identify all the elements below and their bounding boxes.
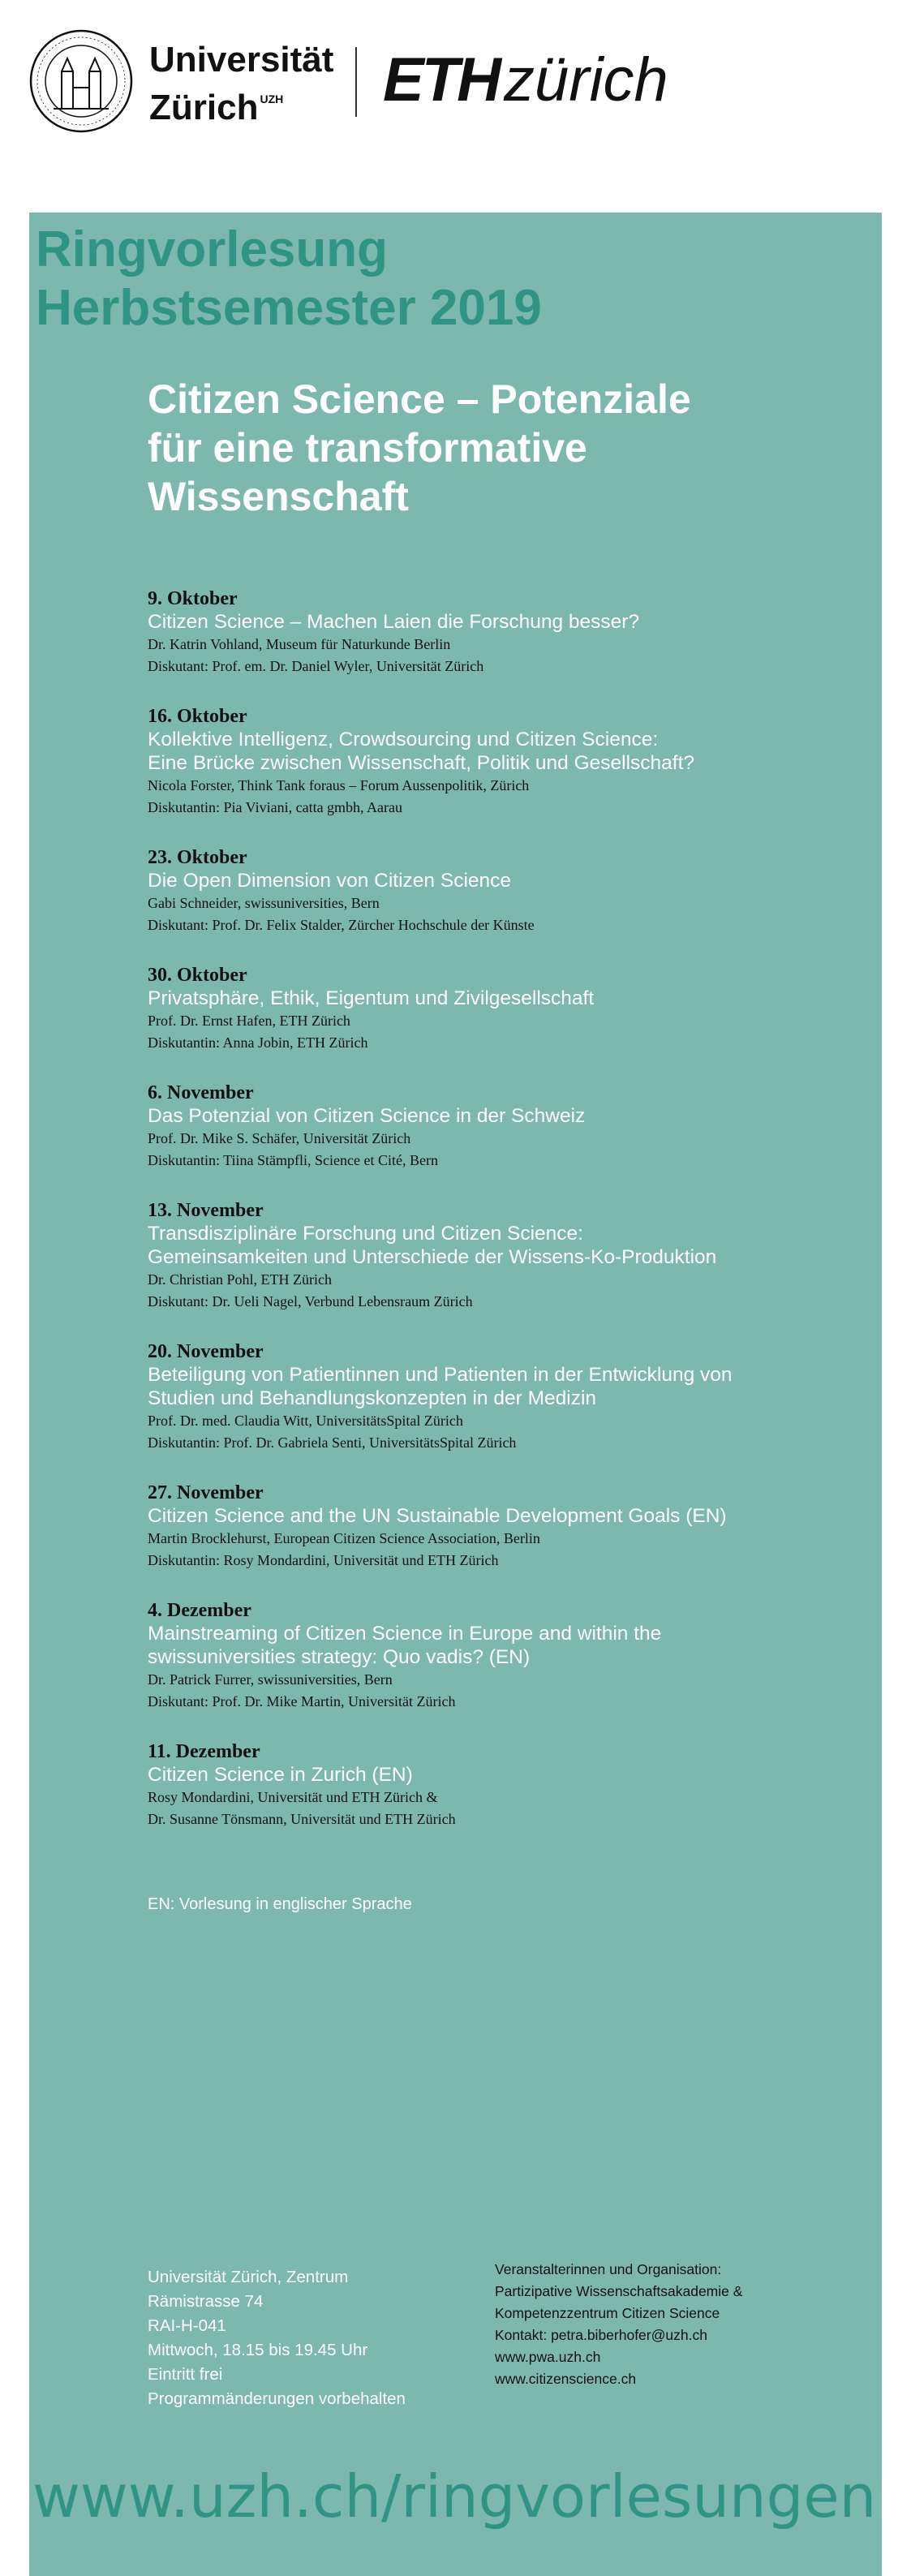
uzh-line2: Zürich	[149, 88, 259, 127]
lecture-speaker: Prof. Dr. Ernst Hafen, ETH Zürich	[148, 1013, 350, 1029]
lecture-date: 9. Oktober	[148, 588, 238, 609]
venue-info	[148, 2265, 406, 2411]
series-title	[36, 221, 542, 338]
lecture-speaker: Nicola Forster, Think Tank foraus – Forum Aussenpolitik, Zürich	[148, 777, 530, 793]
lecture-item	[148, 1340, 878, 1454]
lecture-speaker: Rosy Mondardini, Universität und ETH Zürich &	[148, 1789, 438, 1805]
venue-line: Eintritt frei	[148, 2365, 223, 2384]
lecture-item	[148, 1599, 878, 1713]
lecture-discussant: Diskutantin: Anna Jobin, ETH Zürich	[148, 1034, 368, 1051]
lecture-title: Mainstreaming of Citizen Science in Europe and within the	[148, 1623, 662, 1645]
logo-divider	[355, 47, 357, 117]
lecture-discussant: Diskutant: Prof. Dr. Felix Stalder, Zürcher Hochschule der Künste	[148, 917, 535, 933]
lecture-date: 13. November	[148, 1200, 264, 1221]
main-title	[148, 375, 862, 521]
poster-panel	[29, 213, 882, 2576]
lecture-speaker: Prof. Dr. Mike S. Schäfer, Universität Zürich	[148, 1130, 411, 1146]
lecture-date: 30. Oktober	[148, 965, 247, 986]
lecture-discussant: Diskutantin: Tiina Stämpfli, Science et Cité, Bern	[148, 1152, 438, 1168]
lecture-date: 4. Dezember	[148, 1600, 251, 1621]
lecture-discussant: Diskutant: Prof. Dr. Mike Martin, Universität Zürich	[148, 1693, 456, 1709]
organizer-info	[495, 2259, 742, 2390]
lecture-date: 27. November	[148, 1482, 264, 1503]
lecture-date: 20. November	[148, 1341, 264, 1362]
eth-logo-bold: ETH	[383, 45, 499, 114]
lecture-discussant: Diskutant: Dr. Ueli Nagel, Verbund Lebensraum Zürich	[148, 1293, 473, 1310]
language-note: EN: Vorlesung in englischer Sprache	[148, 1895, 412, 1913]
lecture-item	[148, 846, 878, 936]
lecture-title: Citizen Science – Machen Laien die Forschung besser?	[148, 611, 640, 633]
lecture-discussant: Diskutantin: Pia Viviani, catta gmbh, Aarau	[148, 799, 403, 815]
organizer-line[interactable]: www.citizenscience.ch	[495, 2371, 637, 2387]
venue-line: Universität Zürich, Zentrum	[148, 2268, 349, 2286]
lecture-item	[148, 1740, 878, 1830]
uzh-line1: Universität	[149, 40, 334, 80]
lecture-speaker: Dr. Christian Pohl, ETH Zürich	[148, 1271, 332, 1288]
series-title-line2: Herbstsemester 2019	[36, 280, 542, 336]
eth-logo-light: zürich	[504, 45, 668, 114]
lecture-title: Citizen Science in Zurich (EN)	[148, 1764, 413, 1786]
lecture-title: Beteiligung von Patientinnen und Patienten in der Entwicklung von	[148, 1364, 733, 1386]
lecture-title: Das Potenzial von Citizen Science in der Schweiz	[148, 1105, 586, 1127]
series-title-line1: Ringvorlesung	[36, 221, 389, 277]
organizer-line[interactable]: Kontakt: petra.biberhofer@uzh.ch	[495, 2327, 707, 2343]
eth-logo	[383, 45, 668, 115]
uzh-logo-text	[149, 41, 333, 127]
lecture-date: 16. Oktober	[148, 706, 247, 727]
organizer-line: Veranstalterinnen und Organisation:	[495, 2261, 722, 2277]
lecture-item	[148, 1082, 878, 1172]
main-title-line3: Wissenschaft	[148, 474, 409, 519]
venue-line: Programmänderungen vorbehalten	[148, 2389, 406, 2408]
main-title-line2: für eine transformative	[148, 425, 587, 471]
lecture-title: Eine Brücke zwischen Wissenschaft, Politik und Gesellschaft?	[148, 752, 695, 774]
lecture-title: Studien und Behandlungskonzepten in der Medizin	[148, 1387, 597, 1409]
lecture-title: Privatsphäre, Ethik, Eigentum und Zivilgesellschaft	[148, 987, 595, 1009]
organizer-line: Partizipative Wissenschaftsakademie &	[495, 2283, 743, 2299]
lecture-speaker: Gabi Schneider, swissuniversities, Bern	[148, 895, 380, 911]
lecture-item	[148, 964, 878, 1054]
lecture-item	[148, 1482, 878, 1572]
organizer-line: Kompetenzzentrum Citizen Science	[495, 2305, 720, 2321]
lecture-title: Die Open Dimension von Citizen Science	[148, 870, 512, 892]
organizer-line[interactable]: www.pwa.uzh.ch	[495, 2349, 601, 2365]
header	[0, 0, 911, 219]
lecture-list	[148, 587, 878, 1858]
website-url[interactable]: www.uzh.ch/ringvorlesungen	[32, 2462, 877, 2531]
lecture-title: swissuniversities strategy: Quo vadis? (EN)	[148, 1646, 531, 1668]
venue-line: Rämistrasse 74	[148, 2292, 264, 2311]
lecture-title: Gemeinsamkeiten und Unterschiede der Wissens-Ko-Produktion	[148, 1246, 717, 1268]
main-title-line1: Citizen Science – Potenziale	[148, 376, 691, 422]
venue-line: Mittwoch, 18.15 bis 19.45 Uhr	[148, 2341, 368, 2359]
lecture-title: Citizen Science and the UN Sustainable Development Goals (EN)	[148, 1505, 727, 1527]
lecture-date: 11. Dezember	[148, 1741, 260, 1762]
lecture-speaker: Martin Brocklehurst, European Citizen Science Association, Berlin	[148, 1530, 540, 1546]
lecture-discussant: Diskutantin: Prof. Dr. Gabriela Senti, UniversitätsSpital Zürich	[148, 1434, 517, 1451]
lecture-date: 23. Oktober	[148, 847, 247, 868]
lecture-speaker: Prof. Dr. med. Claudia Witt, UniversitätsSpital Zürich	[148, 1413, 463, 1429]
uzh-sup: UZH	[260, 92, 284, 105]
lecture-title: Transdisziplinäre Forschung und Citizen Science:	[148, 1223, 583, 1245]
lecture-date: 6. November	[148, 1082, 254, 1103]
lecture-discussant: Diskutantin: Rosy Mondardini, Universität und ETH Zürich	[148, 1552, 499, 1568]
venue-line: RAI-H-041	[148, 2316, 226, 2335]
uzh-seal-icon	[29, 29, 133, 133]
lecture-discussant: Diskutant: Prof. em. Dr. Daniel Wyler, Universität Zürich	[148, 658, 484, 674]
lecture-title: Kollektive Intelligenz, Crowdsourcing und Citizen Science:	[148, 729, 659, 750]
lecture-item	[148, 1199, 878, 1313]
lecture-item	[148, 587, 878, 677]
lecture-speaker: Dr. Katrin Vohland, Museum für Naturkunde Berlin	[148, 636, 451, 652]
lecture-item	[148, 705, 878, 819]
lecture-speaker: Dr. Patrick Furrer, swissuniversities, Bern	[148, 1671, 393, 1688]
lecture-discussant: Dr. Susanne Tönsmann, Universität und ETH Zürich	[148, 1811, 456, 1827]
